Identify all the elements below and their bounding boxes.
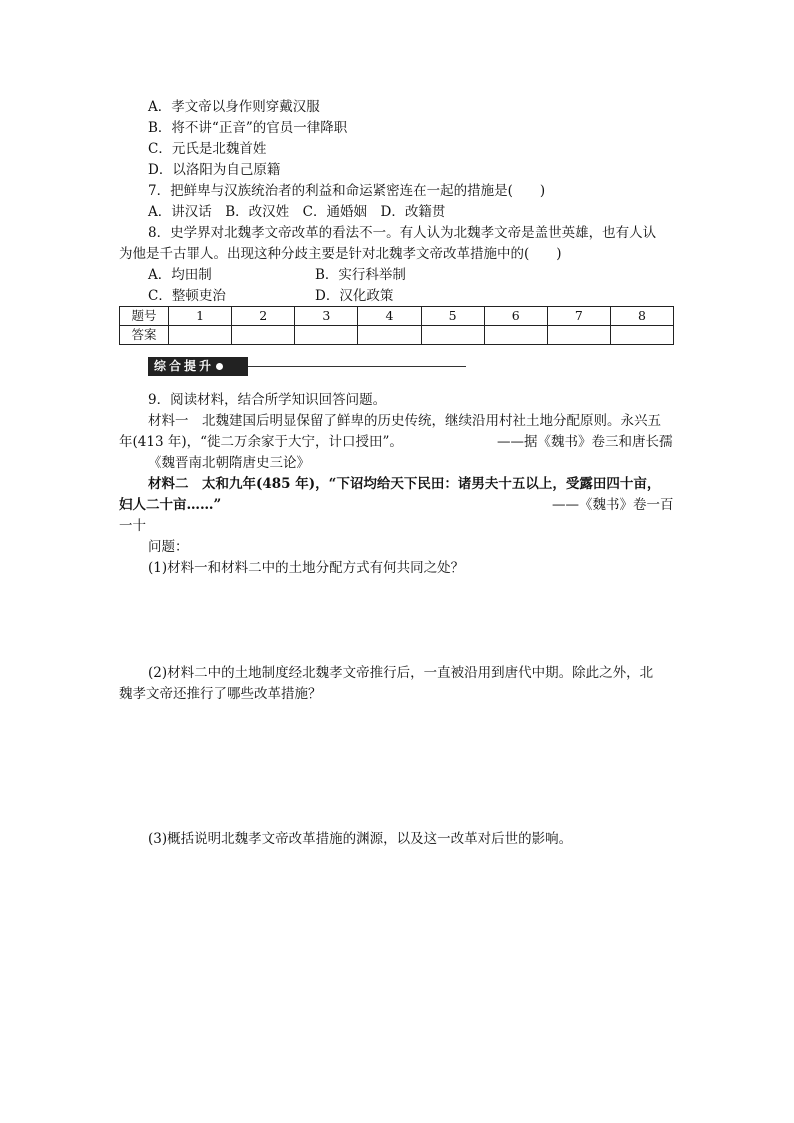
- subquestion-3: (3)概括说明北魏孝文帝改革措施的渊源，以及这一改革对后世的影响。: [148, 831, 573, 847]
- question-number-cell: 2: [232, 307, 295, 326]
- section-banner-label: 综合提升: [154, 359, 215, 373]
- answer-cell[interactable]: [295, 326, 358, 345]
- questions-label: 问题：: [148, 539, 189, 555]
- q8-option-b: B．实行科举制: [315, 267, 406, 283]
- subquestion-2-line1: (2)材料二中的土地制度经北魏孝文帝推行后，一直被沿用到唐代中期。除此之外，北: [148, 665, 654, 681]
- section-banner: [148, 357, 248, 376]
- answer-label: 答案: [120, 326, 169, 345]
- q8-option-c: C．整顿吏治: [148, 288, 226, 304]
- material1-source2: 《魏晋南北朝隋唐史三论》: [148, 455, 310, 471]
- question-number-cell: 5: [421, 307, 484, 326]
- q8-stem-line1: 8．史学界对北魏孝文帝改革的看法不一。有人认为北魏孝文帝是盖世英雄，也有人认: [148, 225, 657, 241]
- q7-stem: 7．把鲜卑与汉族统治者的利益和命运紧密连在一起的措施是( ): [148, 183, 546, 199]
- q7-options: A．讲汉话 B．改汉姓 C．通婚姻 D．改籍贯: [148, 204, 446, 220]
- question-number-cell: 7: [547, 307, 610, 326]
- answer-cell[interactable]: [358, 326, 421, 345]
- answer-cell[interactable]: [610, 326, 673, 345]
- subquestion-1: (1)材料一和材料二中的土地分配方式有何共同之处？: [148, 560, 465, 576]
- question-number-cell: 6: [484, 307, 547, 326]
- section-divider: [248, 366, 466, 367]
- answer-cell[interactable]: [547, 326, 610, 345]
- material2-line1: 材料二 太和九年(485 年)，“下诏均给天下民田：诸男夫十五以上，受露田四十亩，: [148, 476, 661, 492]
- material2-line2: 妇人二十亩……”: [119, 497, 222, 513]
- question-number-cell: 3: [295, 307, 358, 326]
- subquestion-2-line2: 魏孝文帝还推行了哪些改革措施？: [119, 686, 322, 702]
- q8-option-d: D．汉化政策: [315, 288, 394, 304]
- q8-stem-line2: 为他是千古罪人。出现这种分歧主要是针对北魏孝文帝改革措施中的( ): [119, 246, 562, 262]
- question-number-cell: 8: [610, 307, 673, 326]
- material2-source2: 一十: [119, 518, 146, 534]
- question-number-cell: 1: [169, 307, 232, 326]
- q6-option-a: A．孝文帝以身作则穿戴汉服: [148, 99, 320, 115]
- material1-source1: ——据《魏书》卷三和唐长孺: [497, 434, 673, 450]
- material2-source1: ——《魏书》卷一百: [552, 497, 674, 513]
- bullet-icon: [216, 363, 223, 370]
- answer-cell[interactable]: [484, 326, 547, 345]
- question-number-label: 题号: [120, 307, 169, 326]
- q8-option-a: A．均田制: [148, 267, 212, 283]
- answer-cell[interactable]: [232, 326, 295, 345]
- question-number-cell: 4: [358, 307, 421, 326]
- q6-option-d: D．以洛阳为自己原籍: [148, 162, 281, 178]
- answer-table-header-row: [120, 307, 674, 326]
- answer-table: [119, 306, 674, 345]
- q9-stem: 9．阅读材料，结合所学知识回答问题。: [148, 392, 387, 408]
- material1-line1: 材料一 北魏建国后明显保留了鲜卑的历史传统，继续沿用村社土地分配原则。永兴五: [148, 413, 661, 429]
- q6-option-c: C．元氏是北魏首姓: [148, 141, 267, 157]
- material1-line2: 年(413 年)，“徙二万余家于大宁，计口授田”。: [119, 434, 403, 450]
- answer-table-answer-row: [120, 326, 674, 345]
- answer-cell[interactable]: [169, 326, 232, 345]
- answer-cell[interactable]: [421, 326, 484, 345]
- q6-option-b: B．将不讲“正音”的官员一律降职: [148, 120, 348, 136]
